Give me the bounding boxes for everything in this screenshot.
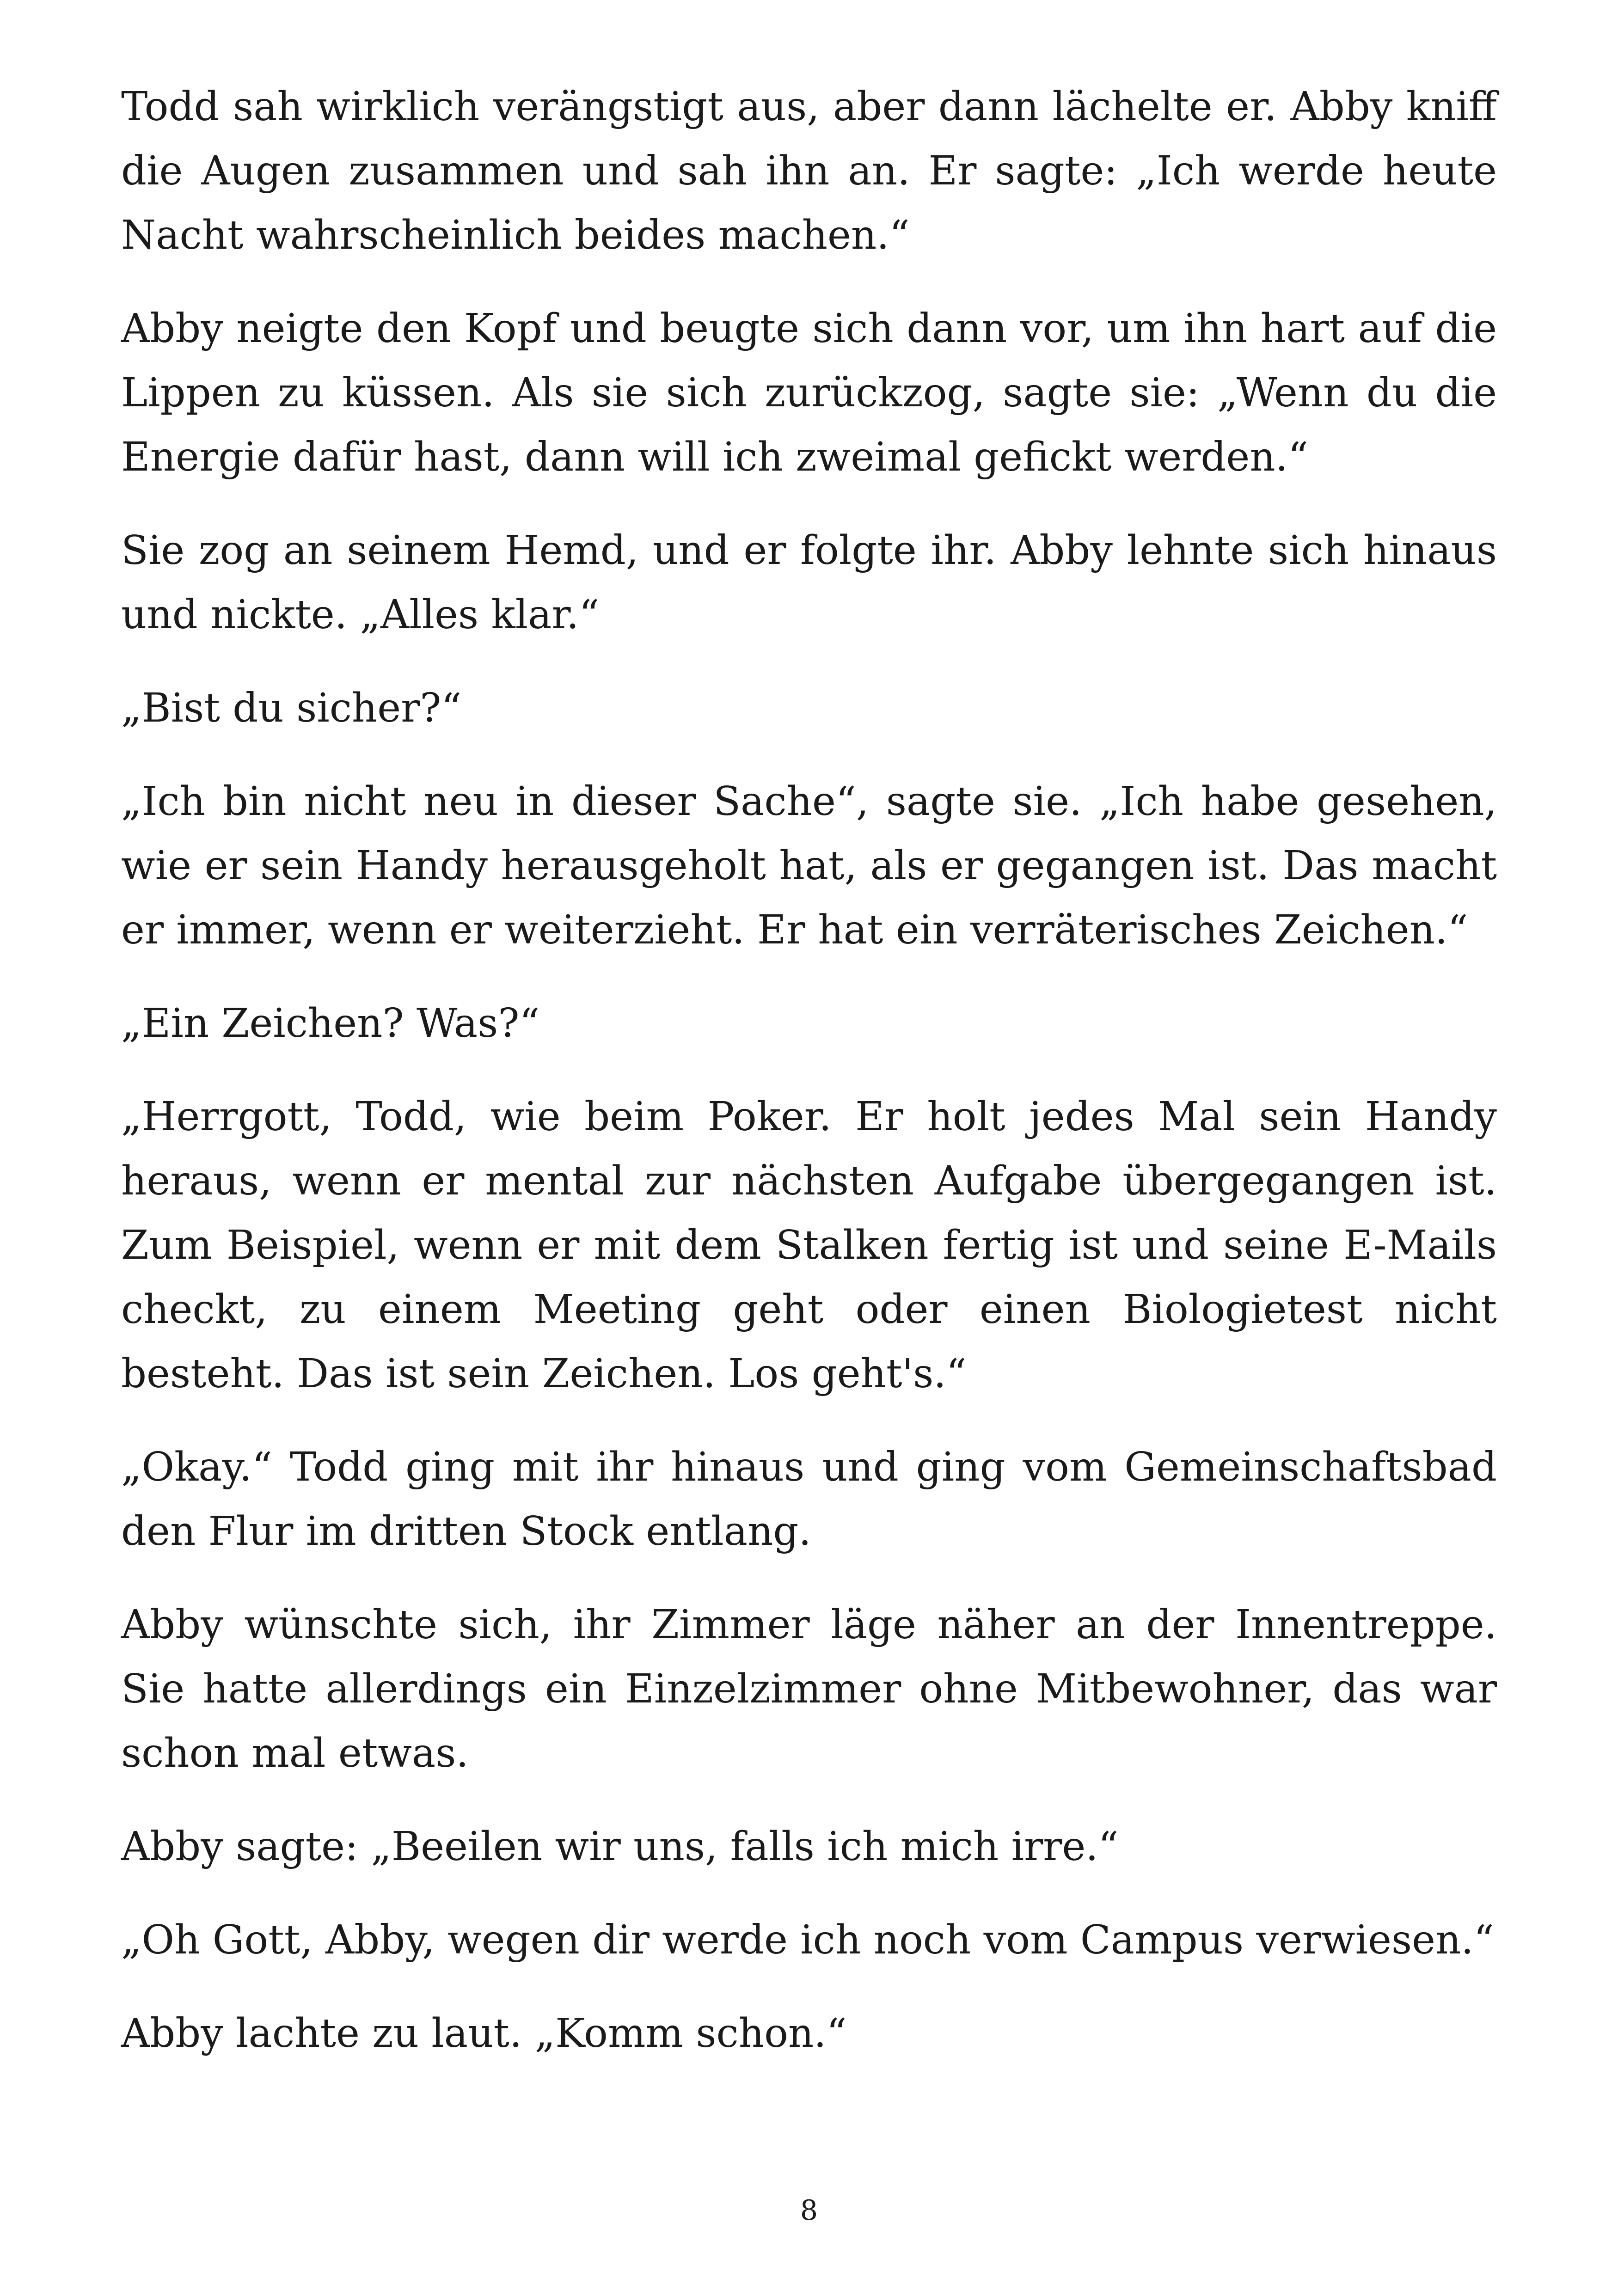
paragraph-10: Abby sagte: „Beeilen wir uns, falls ich mich irre.“	[121, 1824, 1119, 1870]
paragraph-3: Sie zog an seinem Hemd, und er folgte ihr. Abby lehnte sich hinaus und nickte. „Alles klar.“	[121, 527, 1497, 638]
paragraph-11: „Oh Gott, Abby, wegen dir werde ich noch vom Campus verwiesen.“	[121, 1917, 1494, 1963]
paragraph-9: Abby wünschte sich, ihr Zimmer läge näher an der Innentreppe. Sie hatte allerdings ein Einzelzimmer ohne Mitbewohner, das war schon mal etwas.	[121, 1602, 1497, 1776]
paragraph-4: „Bist du sicher?“	[121, 685, 462, 731]
paragraph-5: „Ich bin nicht neu in dieser Sache“, sagte sie. „Ich habe gesehen, wie er sein Handy herausgeholt hat, als er gegangen ist. Das macht er immer, wenn er weiterzieht. Er hat ein verräterisches Zeichen.“	[121, 778, 1497, 953]
paragraph-2: Abby neigte den Kopf und beugte sich dann vor, um ihn hart auf die Lippen zu küssen. Als sie sich zurückzog, sagte sie: „Wenn du die Energie dafür hast, dann will ich zweimal gefickt werden.“	[121, 306, 1497, 480]
paragraph-8: „Okay.“ Todd ging mit ihr hinaus und ging vom Gemeinschaftsbad den Flur im dritten Stock entlang.	[121, 1444, 1497, 1555]
paragraph-7: „Herrgott, Todd, wie beim Poker. Er holt jedes Mal sein Handy heraus, wenn er mental zur nächsten Aufgabe übergegangen ist. Zum Beispiel, wenn er mit dem Stalken fertig ist und seine E-Mails checkt, zu einem Meeting geht oder einen Biologietest nicht besteht. Das ist sein Zeichen. Los geht's.“	[121, 1094, 1497, 1397]
page-number: 8	[800, 2194, 818, 2227]
paragraph-12: Abby lachte zu laut. „Komm schon.“	[121, 2010, 847, 2057]
paragraph-6: „Ein Zeichen? Was?“	[121, 1000, 540, 1047]
paragraph-1: Todd sah wirklich verängstigt aus, aber dann lächelte er. Abby kniff die Augen zusammen und sah ihn an. Er sagte: „Ich werde heute Nacht wahrscheinlich beides machen.“	[121, 84, 1497, 258]
text-body	[121, 75, 1497, 2095]
